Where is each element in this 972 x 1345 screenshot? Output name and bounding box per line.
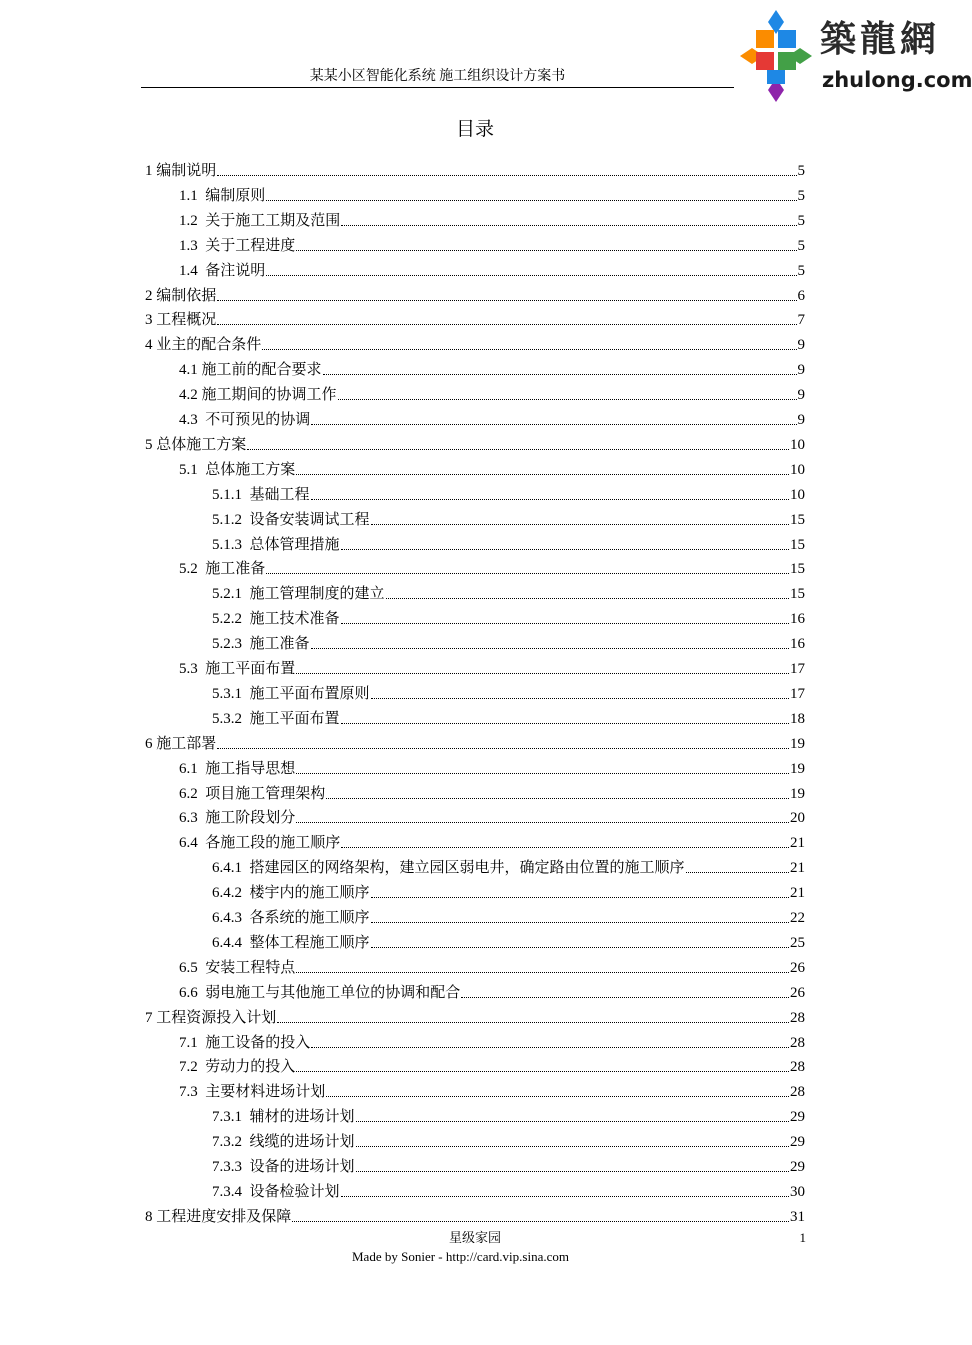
logo-mark-icon	[736, 8, 820, 104]
toc-entry[interactable]	[179, 1056, 805, 1078]
toc-entry-page: 10	[790, 436, 805, 453]
toc-dot-leader	[341, 723, 789, 724]
toc-entry-page: 16	[790, 636, 805, 653]
toc-entry[interactable]	[212, 857, 805, 879]
toc-entry[interactable]	[212, 633, 805, 655]
toc-dot-leader	[217, 748, 789, 749]
toc-dot-leader	[292, 1221, 789, 1222]
toc-entry-number: 5.2	[179, 561, 206, 578]
toc-dot-leader	[262, 349, 796, 350]
toc-entry-number: 1.1	[179, 187, 206, 204]
toc-entry-title: 总体施工方案	[205, 461, 296, 478]
toc-entry-page: 10	[790, 486, 805, 503]
toc-dot-leader	[266, 200, 796, 201]
toc-entry-number: 6.4.3	[212, 910, 250, 926]
toc-entry[interactable]	[179, 260, 805, 282]
toc-entry-title: 工程资源投入计划	[156, 1009, 277, 1026]
toc-entry-title: 施工前的配合要求	[201, 362, 322, 379]
toc-entry-title: 施工阶段划分	[205, 810, 296, 827]
toc-entry-number: 6.5	[179, 959, 206, 976]
toc-entry-title: 设备检验计划	[249, 1183, 340, 1200]
toc-entry[interactable]	[212, 1181, 805, 1203]
toc-dot-leader	[296, 773, 789, 774]
toc-entry-number: 6.3	[179, 810, 206, 827]
toc-dot-leader	[341, 847, 789, 848]
toc-entry[interactable]	[212, 509, 805, 531]
toc-entry-title: 不可预见的协调	[205, 412, 311, 428]
toc-entry[interactable]	[179, 783, 805, 805]
toc-entry[interactable]	[179, 359, 805, 381]
toc-dot-leader	[247, 449, 789, 450]
toc-entry[interactable]	[145, 309, 805, 331]
toc-entry-title: 项目施工管理架构	[205, 785, 326, 802]
toc-dot-leader	[296, 1071, 789, 1072]
toc-dot-leader	[371, 947, 789, 948]
toc-entry-page: 29	[790, 1109, 805, 1126]
toc-entry-title: 关于施工工期及范围	[205, 212, 341, 229]
toc-entry-page: 19	[790, 735, 805, 752]
toc-entry-number: 5.2.1	[212, 586, 250, 603]
toc-entry-title: 劳动力的投入	[205, 1059, 296, 1076]
toc-entry-title: 施工准备	[249, 636, 310, 653]
toc-entry-title: 设备安装调试工程	[249, 511, 370, 528]
toc-entry[interactable]	[212, 683, 805, 705]
toc-entry-number: 5.3.2	[212, 710, 250, 727]
toc-entry-page: 15	[790, 536, 805, 553]
toc-entry-number: 4.1	[179, 362, 202, 379]
toc-entry-number: 2	[145, 287, 157, 304]
toc-title: 目录	[455, 119, 494, 140]
toc-dot-leader	[371, 524, 789, 525]
toc-entry-page: 20	[790, 810, 805, 827]
toc-entry[interactable]	[145, 160, 805, 182]
toc-entry[interactable]	[179, 235, 805, 257]
toc-dot-leader	[326, 798, 789, 799]
toc-entry-number: 6.6	[179, 984, 206, 1001]
toc-entry[interactable]	[212, 608, 805, 630]
toc-entry-number: 5.2.3	[212, 636, 250, 653]
toc-entry-page: 19	[790, 785, 805, 802]
toc-entry-number: 7.3.4	[212, 1183, 250, 1200]
toc-entry[interactable]	[212, 907, 805, 929]
toc-entry-page: 18	[790, 710, 805, 727]
toc-entry-title: 安装工程特点	[205, 959, 296, 976]
toc-dot-leader	[311, 1047, 789, 1048]
toc-entry-title: 编制依据	[156, 287, 217, 304]
toc-entry[interactable]	[179, 384, 805, 406]
toc-entry[interactable]	[179, 459, 805, 481]
toc-dot-leader	[326, 1096, 789, 1097]
toc-entry-page: 5	[797, 163, 805, 179]
toc-entry[interactable]	[212, 1131, 805, 1153]
toc-entry-number: 8	[145, 1208, 157, 1225]
toc-dot-leader	[217, 324, 796, 325]
toc-dot-leader	[371, 922, 789, 923]
toc-entry-number: 7.3	[179, 1084, 206, 1101]
footer-site-name: 星级家园	[448, 1230, 501, 1245]
toc-entry-title: 施工平面布置原则	[249, 685, 370, 702]
toc-dot-leader	[686, 872, 789, 873]
toc-entry[interactable]	[212, 932, 805, 954]
toc-entry-number: 6.1	[179, 760, 206, 777]
toc-entry-page: 5	[797, 237, 805, 254]
logo-english-text: zhulong.com	[822, 68, 972, 92]
toc-dot-leader	[266, 573, 789, 574]
toc-entry-title: 施工设备的投入	[205, 1034, 311, 1051]
toc-entry-page: 5	[797, 262, 805, 279]
toc-entry-title: 主要材料进场计划	[205, 1084, 326, 1101]
toc-entry-page: 29	[790, 1159, 805, 1175]
toc-entry[interactable]	[145, 434, 805, 456]
toc-entry-page: 26	[790, 984, 805, 1001]
toc-entry[interactable]	[145, 334, 805, 356]
zhulong-logo	[736, 8, 972, 104]
toc-entry-number: 6	[145, 735, 157, 752]
toc-entry[interactable]	[145, 733, 805, 755]
toc-entry[interactable]	[212, 708, 805, 730]
footer-made-by: Made by Sonier - http://card.vip.sina.com	[352, 1249, 569, 1264]
toc-entry-page: 9	[797, 387, 805, 404]
toc-entry-page: 30	[790, 1183, 805, 1200]
toc-entry-page: 28	[790, 1034, 805, 1051]
toc-entry[interactable]	[179, 758, 805, 780]
toc-entry[interactable]	[179, 1081, 805, 1103]
toc-dot-leader	[356, 1146, 789, 1147]
toc-entry[interactable]	[212, 534, 805, 556]
header-rule	[141, 87, 734, 88]
toc-dot-leader	[341, 623, 789, 624]
toc-entry-page: 15	[790, 511, 805, 528]
toc-entry-page: 28	[790, 1084, 805, 1101]
toc-entry-title: 线缆的进场计划	[249, 1134, 355, 1151]
toc-entry-title: 总体施工方案	[156, 436, 247, 453]
toc-entry-number: 7	[145, 1009, 157, 1026]
toc-entry-page: 31	[790, 1208, 805, 1225]
toc-entry-title: 各施工段的施工顺序	[205, 835, 341, 852]
toc-entry[interactable]	[179, 807, 805, 829]
toc-entry-page: 7	[797, 312, 805, 329]
toc-entry[interactable]	[145, 1206, 805, 1228]
toc-entry[interactable]	[145, 285, 805, 307]
toc-entry-title: 施工部署	[156, 735, 217, 752]
toc-entry[interactable]	[212, 1156, 805, 1178]
toc-entry-page: 9	[797, 337, 805, 354]
toc-entry-page: 19	[790, 760, 805, 777]
toc-entry-page: 9	[797, 412, 805, 428]
toc-dot-leader	[296, 822, 789, 823]
toc-entry-number: 7.3.1	[212, 1109, 250, 1126]
toc-entry-title: 施工平面布置	[205, 661, 296, 677]
toc-entry-page: 28	[790, 1059, 805, 1076]
toc-entry-page: 15	[790, 561, 805, 578]
toc-dot-leader	[277, 1022, 789, 1023]
toc-entry-number: 5.1	[179, 461, 206, 478]
toc-entry-number: 7.2	[179, 1059, 206, 1076]
toc-entry-number: 5.3	[179, 661, 206, 677]
toc-dot-leader	[296, 673, 789, 674]
toc-entry-number: 7.3.3	[212, 1159, 250, 1175]
toc-entry[interactable]	[179, 957, 805, 979]
toc-dot-leader	[217, 175, 796, 176]
toc-entry-number: 4.2	[179, 387, 202, 404]
toc-entry[interactable]	[212, 1106, 805, 1128]
toc-entry-number: 6.4	[179, 835, 206, 852]
toc-dot-leader	[386, 598, 789, 599]
toc-entry-number: 5.1.1	[212, 486, 250, 503]
toc-entry-title: 编制说明	[156, 163, 217, 179]
toc-entry-title: 总体管理措施	[249, 536, 340, 553]
toc-entry-title: 设备的进场计划	[249, 1159, 355, 1175]
toc-entry-title: 工程概况	[156, 312, 217, 329]
toc-entry[interactable]	[179, 409, 805, 431]
toc-entry-title: 施工期间的协调工作	[201, 387, 337, 404]
toc-entry[interactable]	[179, 982, 805, 1004]
toc-entry-title: 施工指导思想	[205, 760, 296, 777]
toc-entry-page: 21	[790, 835, 805, 852]
toc-entry-number: 6.2	[179, 785, 206, 802]
toc-dot-leader	[296, 250, 796, 251]
toc-entry-number: 6.4.2	[212, 885, 250, 902]
toc-entry-page: 16	[790, 611, 805, 628]
toc-dot-leader	[341, 225, 796, 226]
toc-entry-title: 辅材的进场计划	[249, 1109, 355, 1126]
toc-entry[interactable]	[212, 484, 805, 506]
header-title: 某某小区智能化系统 施工组织设计方案书	[309, 69, 566, 84]
toc-dot-leader	[311, 499, 789, 500]
toc-entry[interactable]	[145, 1007, 805, 1029]
toc-entry-title: 整体工程施工顺序	[249, 934, 370, 951]
toc-entry-number: 6.4.1	[212, 860, 250, 877]
toc-entry-number: 1.3	[179, 237, 206, 254]
toc-entry[interactable]	[179, 832, 805, 854]
toc-entry-number: 5.1.2	[212, 511, 250, 528]
toc-dot-leader	[338, 399, 797, 400]
toc-dot-leader	[356, 1171, 789, 1172]
toc-entry-number: 5.2.2	[212, 611, 250, 628]
toc-entry-title: 施工准备	[205, 561, 266, 578]
toc-entry-page: 21	[790, 860, 805, 877]
toc-entry-title: 工程进度安排及保障	[156, 1208, 292, 1225]
toc-entry-page: 17	[790, 685, 805, 702]
toc-entry-number: 5.3.1	[212, 685, 250, 702]
toc-entry[interactable]	[179, 658, 805, 680]
toc-entry-page: 25	[790, 934, 805, 951]
toc-entry-number: 6.4.4	[212, 934, 250, 951]
toc-entry-page: 5	[797, 187, 805, 204]
toc-entry[interactable]	[179, 558, 805, 580]
toc-entry-title: 基础工程	[249, 486, 310, 503]
toc-entry[interactable]	[212, 583, 805, 605]
toc-entry-page: 15	[790, 586, 805, 603]
toc-entry-number: 5	[145, 436, 157, 453]
toc-entry-number: 1.2	[179, 212, 206, 229]
toc-dot-leader	[341, 549, 789, 550]
toc-entry-page: 9	[797, 362, 805, 379]
toc-entry[interactable]	[179, 210, 805, 232]
toc-dot-leader	[371, 698, 789, 699]
toc-entry-title: 施工平面布置	[249, 710, 340, 727]
toc-dot-leader	[217, 300, 796, 301]
toc-entry[interactable]	[212, 882, 805, 904]
toc-dot-leader	[341, 1196, 789, 1197]
toc-entry-page: 26	[790, 959, 805, 976]
toc-entry-page: 21	[790, 885, 805, 902]
toc-entry-number: 7.1	[179, 1034, 206, 1051]
toc-entry-page: 6	[797, 287, 805, 304]
toc-entry-page: 17	[790, 661, 805, 677]
toc-dot-leader	[311, 424, 796, 425]
toc-entry-title: 楼宇内的施工顺序	[249, 885, 370, 902]
toc-entry-title: 各系统的施工顺序	[249, 910, 370, 926]
toc-dot-leader	[311, 648, 789, 649]
toc-entry-number: 7.3.2	[212, 1134, 250, 1151]
toc-entry-page: 10	[790, 461, 805, 478]
toc-dot-leader	[323, 374, 797, 375]
toc-entry-number: 4	[145, 337, 157, 354]
toc-entry-number: 3	[145, 312, 157, 329]
toc-entry-title: 搭建园区的网络架构，建立园区弱电井，确定路由位置的施工顺序	[249, 860, 685, 877]
toc-dot-leader	[296, 972, 789, 973]
toc-entry-number: 1	[145, 163, 157, 179]
toc-dot-leader	[266, 275, 796, 276]
footer-page-number: 1	[799, 1230, 806, 1245]
toc-entry-title: 备注说明	[205, 262, 266, 279]
toc-entry-title: 关于工程进度	[205, 237, 296, 254]
toc-entry-title: 施工管理制度的建立	[249, 586, 385, 603]
toc-dot-leader	[371, 897, 789, 898]
toc-entry-page: 28	[790, 1009, 805, 1026]
toc-entry-page: 29	[790, 1134, 805, 1151]
toc-dot-leader	[296, 474, 789, 475]
toc-entry-number: 4.3	[179, 412, 206, 428]
toc-entry-title: 施工技术准备	[249, 611, 340, 628]
toc-entry[interactable]	[179, 1032, 805, 1054]
toc-entry-number: 5.1.3	[212, 536, 250, 553]
logo-chinese-text: 築龍網	[820, 19, 941, 60]
toc-dot-leader	[356, 1121, 789, 1122]
toc-entry-number: 1.4	[179, 262, 206, 279]
toc-entry-title: 业主的配合条件	[156, 337, 262, 354]
toc-entry-page: 5	[797, 212, 805, 229]
toc-entry-title: 编制原则	[205, 187, 266, 204]
toc-entry[interactable]	[179, 185, 805, 207]
toc-entry-title: 弱电施工与其他施工单位的协调和配合	[205, 984, 461, 1001]
toc-dot-leader	[461, 997, 789, 998]
toc-entry-page: 22	[790, 910, 805, 926]
